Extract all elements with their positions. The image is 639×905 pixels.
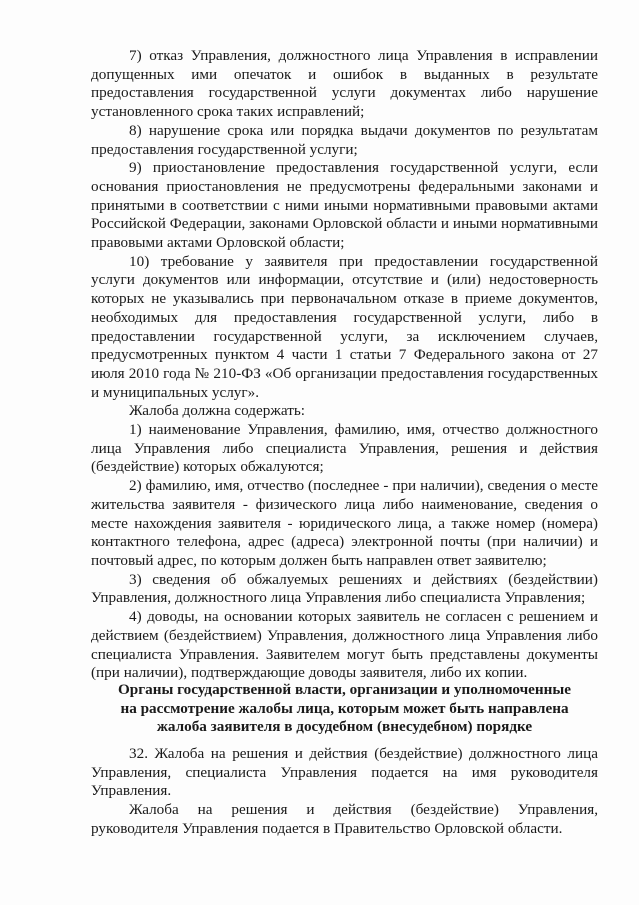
paragraph-submission-to-government: Жалоба на решения и действия (бездействие) Управления, руководителя Управления подается в Правительство Орловской области. (91, 801, 598, 837)
complaint-contents-intro: Жалоба должна содержать: (129, 402, 305, 420)
list-item-10-unlawful-document-request: 10) требование у заявителя при предоставлении государственной услуги документов или информации, отсутствие и (или) недостоверность которых не указывались при первоначальном отказе в приеме документов, необходимых для предоставления государственной услуги, либо в предоставлении государственной услуги, за исключением случаев, предусмотренных пунктом 4 части 1 статьи 7 Федерального закона от 27 июля 2010 года № 210-ФЗ «Об организации предоставления государственных и муниципальных услуг». (91, 252, 598, 401)
complaint-item-3-appealed-decisions: 3) сведения об обжалуемых решениях и действиях (бездействии) Управления, должностного лица Управления либо специалиста Управления; (91, 570, 598, 607)
complaint-item-2-applicant-details: 2) фамилию, имя, отчество (последнее - при наличии), сведения о месте жительства заявителя - физического лица либо наименование, сведения о месте нахождения заявителя - юридического лица, а также номер (номера) контактного телефона, адрес (адреса) электронной почты (при наличии) и почтовый адрес, по которым должен быть направлен ответ заявителю; (91, 477, 598, 569)
list-item-7-refusal-to-correct-errors: 7) отказ Управления, должностного лица Управления в исправлении допущенных ими опечаток и ошибок в выданных в результате предоставления государственной услуги документах либо нарушение установленного срока таких исправлений; (91, 47, 598, 121)
complaint-item-1-authority-name: 1) наименование Управления, фамилию, имя, отчество должностного лица Управления либо специалиста Управления, решения и действия (бездействие) которых обжалуются; (91, 421, 598, 476)
complaint-item-4-arguments: 4) доводы, на основании которых заявитель не согласен с решением и действием (бездействием) Управления, должностного лица Управления либо специалиста Управления. Заявителем могут быть представлены документы (при наличии), подтверждающие доводы заявителя, либо их копии. (91, 608, 598, 682)
list-item-8-deadline-violation: 8) нарушение срока или порядка выдачи документов по результатам предоставления государственной услуги; (91, 121, 598, 158)
grounds-and-contents-section (91, 47, 598, 683)
section-heading: Органы государственной власти, организации и уполномоченные на рассмотрение жалобы лица, которым может быть направлена жалоба заявителя в досудебном (внесудебном) порядке (117, 681, 571, 736)
complaint-submission-section (91, 745, 598, 839)
paragraph-32-submission-to-head: 32. Жалоба на решения и действия (бездействие) должностного лица Управления, специалиста Управления подается на имя руководителя Управления. (91, 745, 598, 800)
list-item-9-suspension: 9) приостановление предоставления государственной услуги, если основания приостановления не предусмотрены федеральными законами и принятыми в соответствии с ними иными нормативными правовыми актами Российской Федерации, законами Орловской области и иными нормативными правовыми актами Орловской области; (91, 159, 598, 252)
